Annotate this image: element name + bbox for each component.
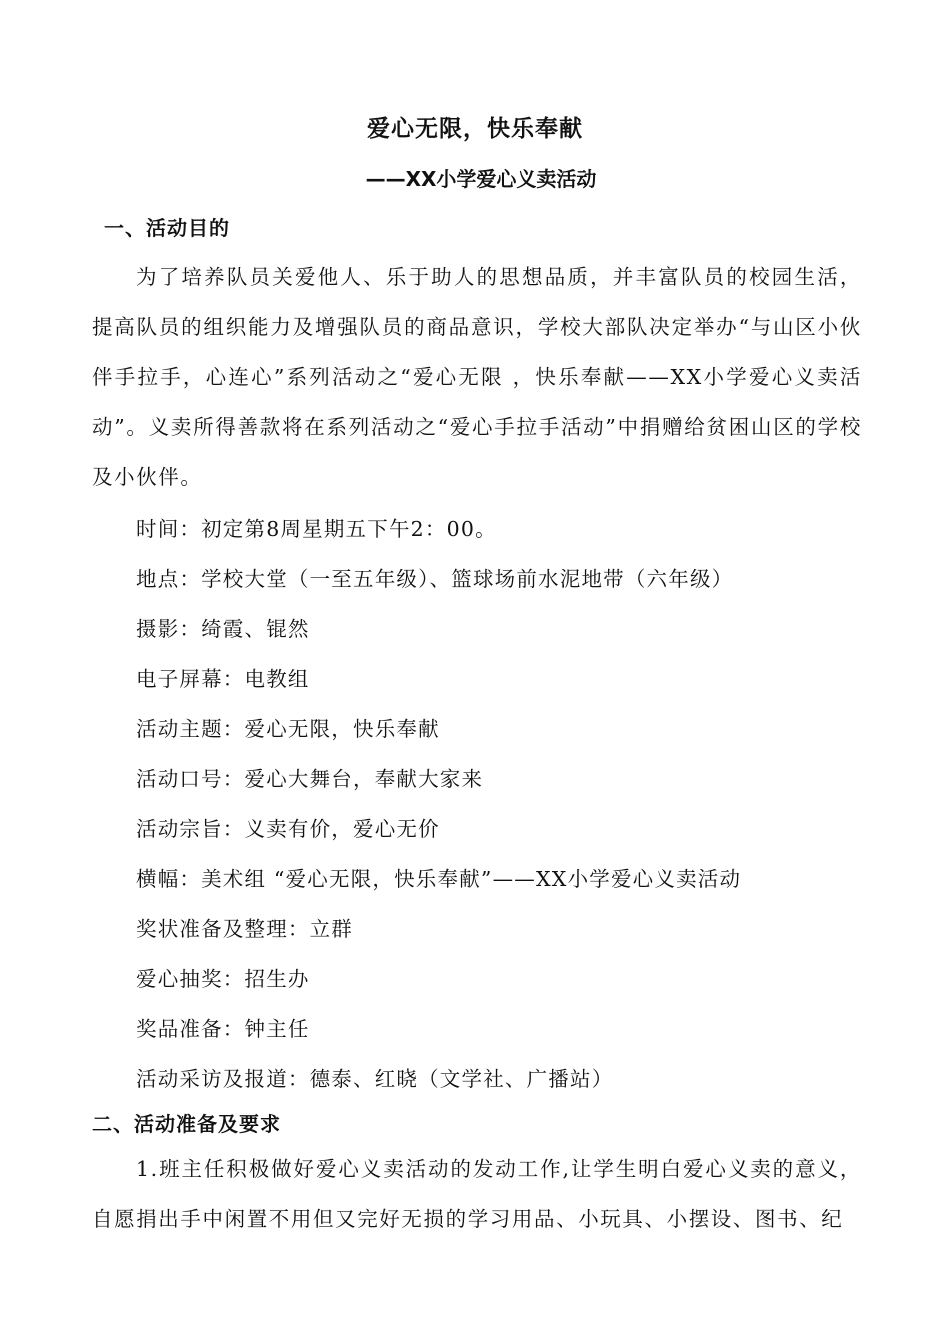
document-subtitle: ——XX小学爱心义卖活动 xyxy=(365,167,597,191)
purpose-paragraph: 为了培养队员关爱他人、乐于助人的思想品质，并丰富队员的校园生活，提高队员的组织能力及增强队员的商品意识，学校大部队决定举办“与山区小伙伴手拉手，心连心”系列活动之“爱心无限 ，快乐奉献——XX小学爱心义卖活动”。义卖所得善款将在系列活动之“爱心手拉手活动”中捐赠给贫困山区的学校及小伙伴。 xyxy=(92,265,862,489)
info-line-photography: 摄影：绮霞、锟然 xyxy=(136,617,310,641)
info-line-slogan: 活动口号：爱心大舞台，奉献大家来 xyxy=(136,767,484,791)
info-line-banner: 横幅：美术组 “爱心无限，快乐奉献”——XX小学爱心义卖活动 xyxy=(136,867,742,891)
preparation-paragraph: 1.班主任积极做好爱心义卖活动的发动工作,让学生明白爱心义卖的意义，自愿捐出手中闲置不用但又完好无损的学习用品、小玩具、小摆设、图书、纪 xyxy=(92,1157,862,1231)
section-heading-purpose: 一、活动目的 xyxy=(104,216,230,240)
info-line-prizes: 奖品准备：钟主任 xyxy=(136,1017,310,1041)
info-line-time: 时间：初定第8周星期五下午2：00。 xyxy=(136,517,497,541)
info-line-screen: 电子屏幕：电教组 xyxy=(136,667,310,691)
info-line-location: 地点：学校大堂（一至五年级）、篮球场前水泥地带（六年级） xyxy=(136,567,734,591)
info-line-certificates: 奖状准备及整理：立群 xyxy=(136,917,353,941)
info-line-lottery: 爱心抽奖：招生办 xyxy=(136,967,310,991)
info-line-theme: 活动主题：爱心无限，快乐奉献 xyxy=(136,717,440,741)
document-title: 爱心无限，快乐奉献 xyxy=(367,116,583,142)
info-line-purpose: 活动宗旨：义卖有价，爱心无价 xyxy=(136,817,440,841)
section-heading-preparation: 二、活动准备及要求 xyxy=(92,1112,281,1136)
info-line-reporting: 活动采访及报道：德泰、红晓（文学社、广播站） xyxy=(136,1067,614,1091)
